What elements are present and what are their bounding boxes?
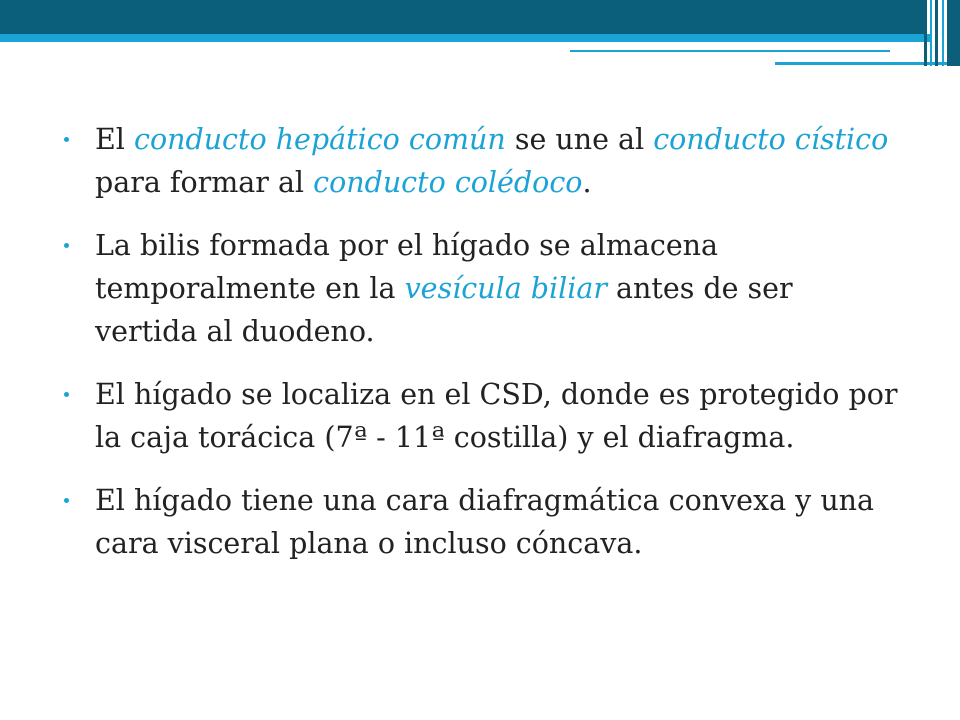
stripe [947, 0, 960, 66]
text-run: para formar al [95, 166, 314, 199]
bullet-icon [64, 392, 69, 397]
header-band-dark [0, 0, 925, 34]
bullet-icon [64, 243, 69, 248]
emphasized-term: conducto cístico [653, 123, 889, 156]
header-vertical-stripes [920, 0, 960, 66]
stripe [930, 0, 932, 66]
text-run: antes de ser vertida al duodeno. [95, 272, 793, 348]
header-accent-line [570, 50, 890, 52]
bullet-item [64, 224, 904, 353]
bullet-item [64, 479, 904, 565]
stripe [935, 0, 938, 66]
bullet-list [64, 118, 904, 585]
emphasized-term: conducto hepático común [133, 123, 506, 156]
text-run: El hígado tiene una cara diafragmática convexa y una cara visceral plana o incluso cóncava. [95, 484, 875, 560]
text-run: se une al [505, 123, 654, 156]
header-bar [0, 0, 960, 36]
text-run: El [95, 123, 134, 156]
stripe [924, 0, 927, 66]
header-band-light [0, 34, 930, 42]
text-run: . [582, 166, 592, 199]
bullet-item [64, 118, 904, 204]
bullet-icon [64, 498, 69, 503]
bullet-icon [64, 137, 69, 142]
text-run: El hígado se localiza en el CSD, donde es protegido por la caja torácica (7ª - 11ª costilla) y el diafragma. [95, 378, 898, 454]
text-run: La bilis formada por el hígado se almacena temporalmente en la [95, 229, 719, 305]
bullet-item [64, 373, 904, 459]
emphasized-term: vesícula biliar [404, 272, 607, 305]
emphasized-term: conducto colédoco [313, 166, 583, 199]
stripe [942, 0, 944, 66]
